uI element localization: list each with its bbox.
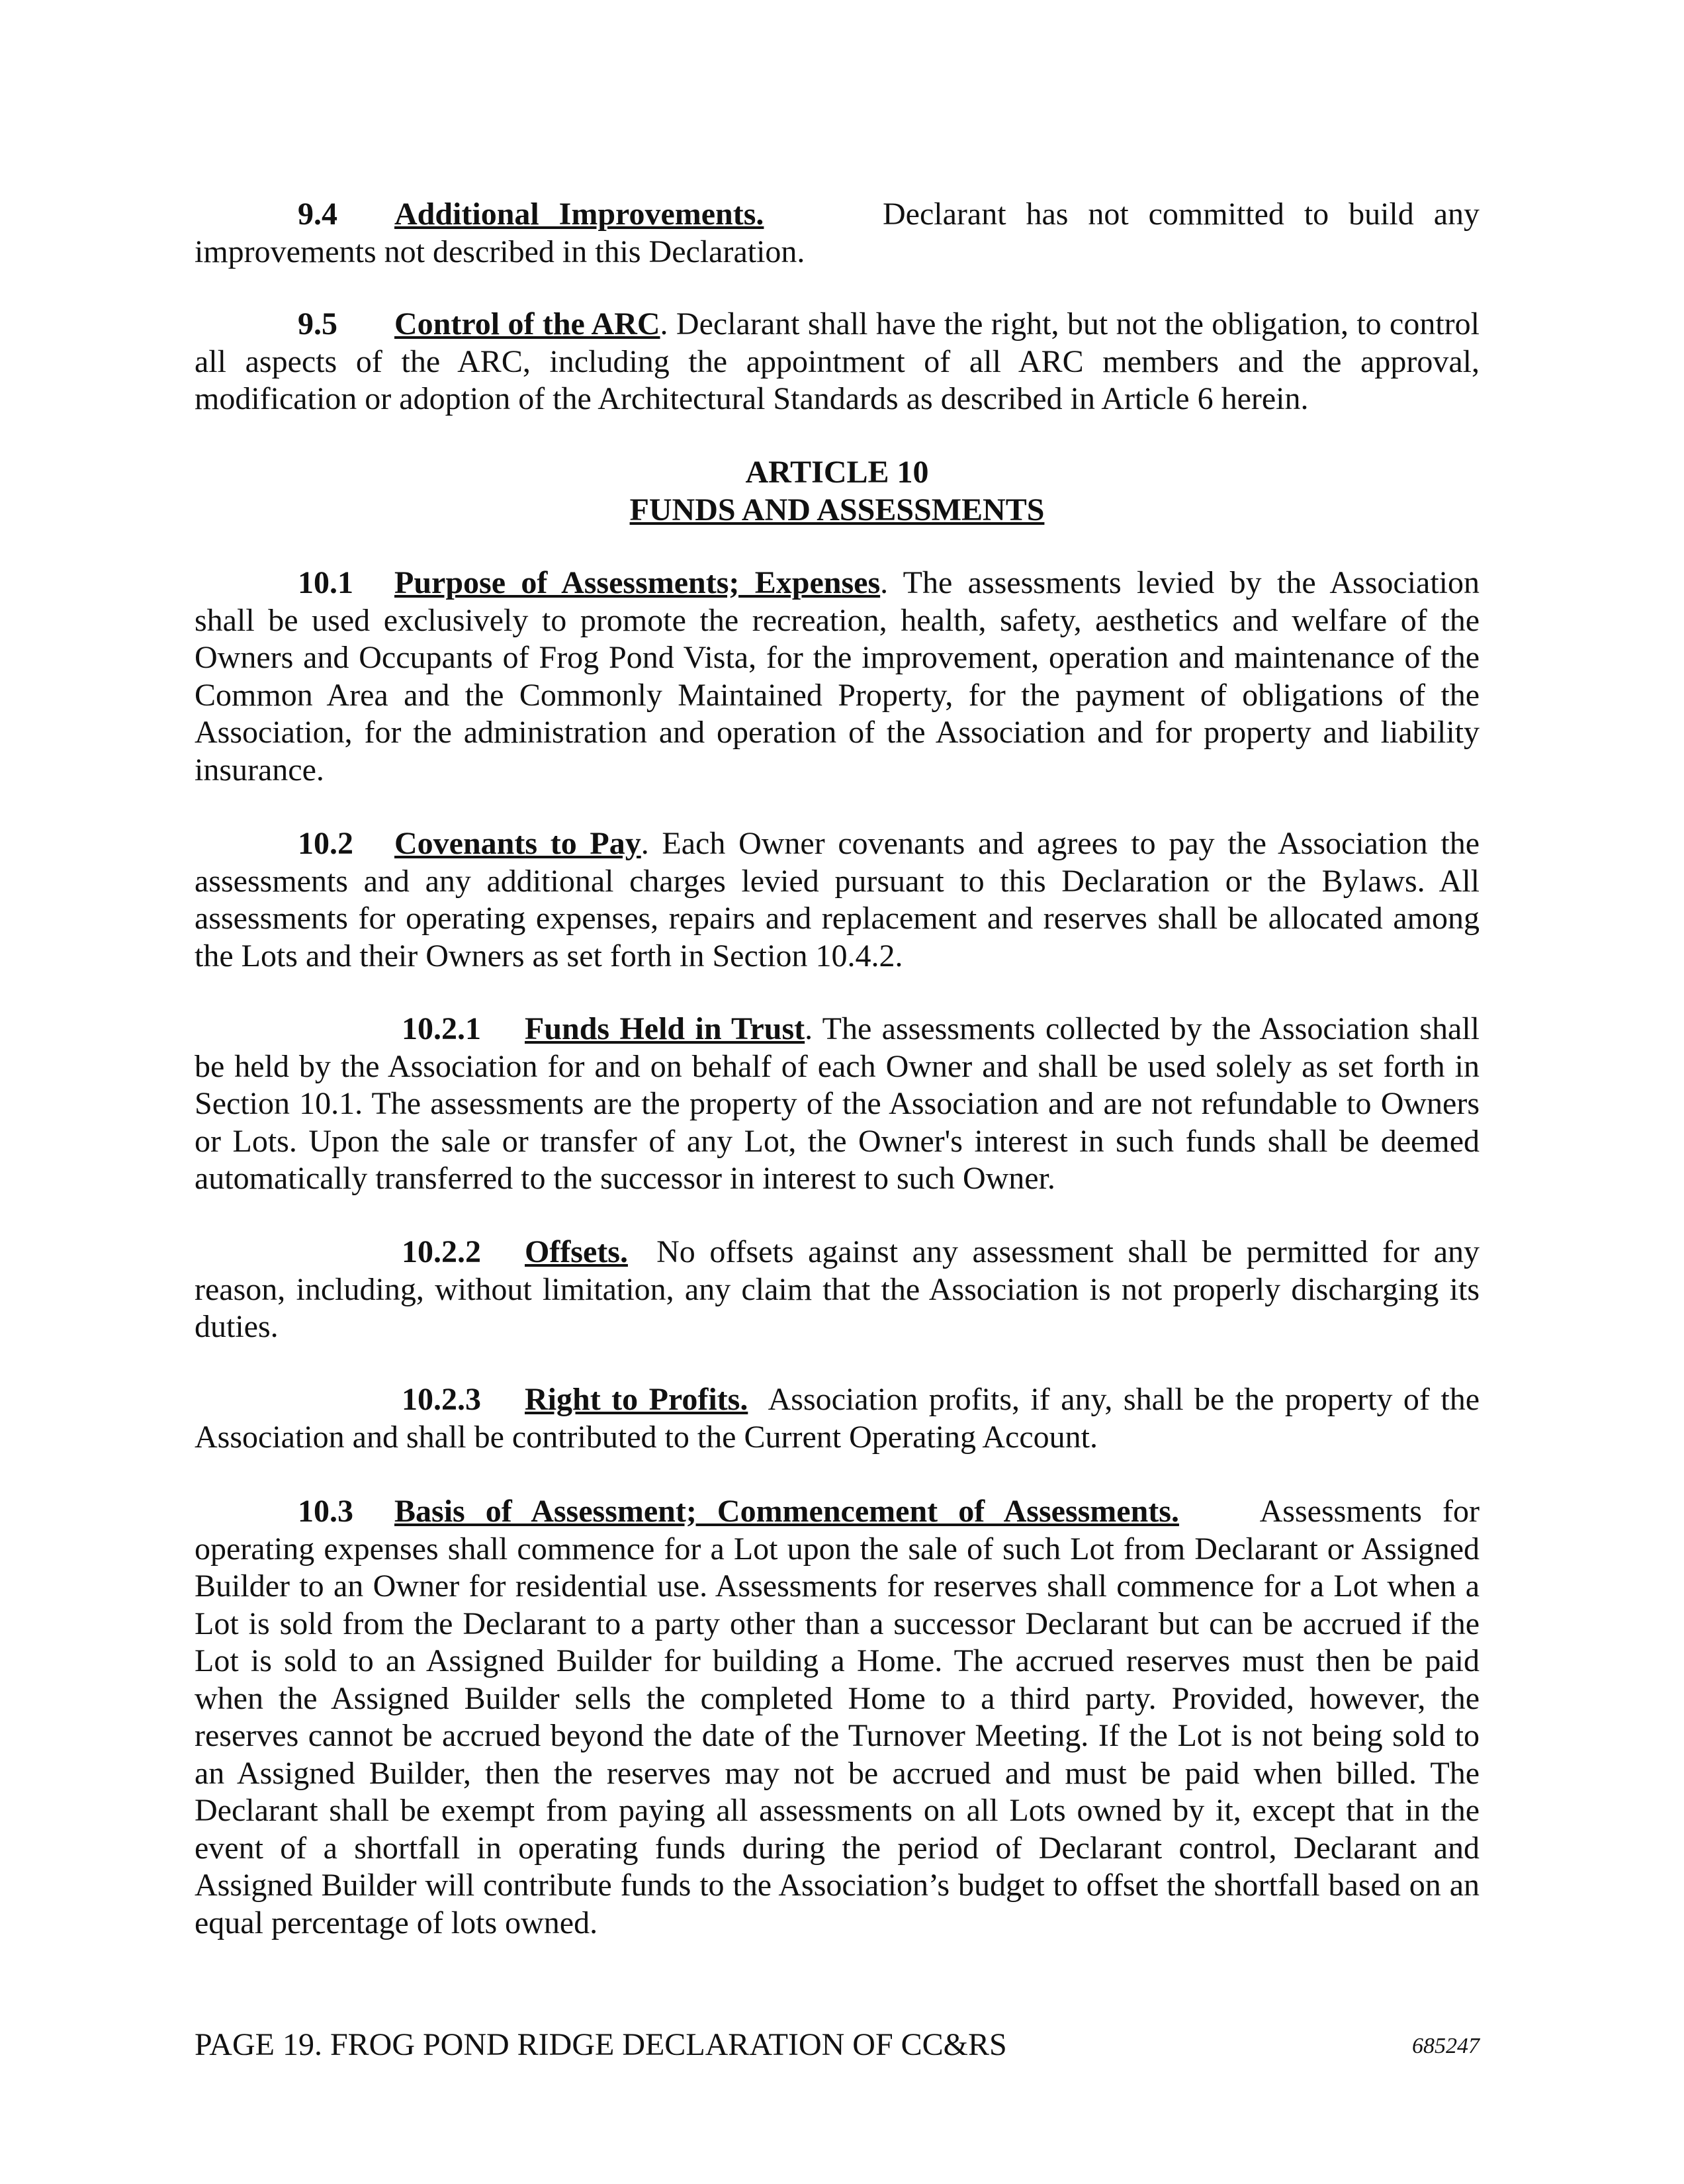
section-text: . Declarant shall have the right, but not the obligation, to control all aspects of the ARC, including the appointment of all ARC members and the approval, modification or adoption of the Architectural Standards as described in Article 6 herein.: [195, 306, 1480, 416]
section-10-1: [195, 565, 1480, 789]
section-text: No offsets against any assessment shall be permitted for any reason, including, without limitation, any claim that the Association is not properly discharging its duties.: [195, 1234, 1480, 1344]
section-heading: Right to Profits.: [525, 1382, 748, 1417]
document-number: 685247: [1412, 2034, 1480, 2058]
section-number: 9.4: [298, 197, 337, 232]
section-number: 10.1: [298, 565, 353, 600]
section-text: . The assessments levied by the Association shall be used exclusively to promote the recreation, health, safety, aesthetics and welfare of the Owners and Occupants of Frog Pond Vista, for the improvement, operation and maintenance of the Common Area and the Commonly Maintained Property, for the payment of obligations of the Association, for the administration and operation of the Association and for property and liability insurance.: [195, 565, 1480, 788]
section-text: . Each Owner covenants and agrees to pay the Association the assessments and any additional charges levied pursuant to this Declaration or the Bylaws. All assessments for operating expenses, repairs and replacement and reserves shall be allocated among the Lots and their Owners as set forth in Section 10.4.2.: [195, 826, 1480, 974]
section-number: 9.5: [298, 306, 337, 341]
section-10-3: [195, 1493, 1480, 1942]
section-heading: Covenants to Pay: [394, 826, 641, 861]
page-footer: PAGE 19. FROG POND RIDGE DECLARATION OF CC&RS: [195, 2027, 1007, 2062]
section-text: . The assessments collected by the Association shall be held by the Association for and on behalf of each Owner and shall be used solely as set forth in Section 10.1. The assessments are the property of the Association and are not refundable to Owners or Lots. Upon the sale or transfer of any Lot, the Owner's interest in such funds shall be deemed automatically transferred to the successor in interest to such Owner.: [195, 1011, 1480, 1196]
section-text: Association profits, if any, shall be the property of the Association and shall be contributed to the Current Operating Account.: [195, 1382, 1480, 1455]
section-10-2: [195, 825, 1480, 975]
article-heading: [195, 454, 1480, 529]
section-text: Declarant has not committed to build any improvements not described in this Declaration.: [195, 197, 1480, 269]
section-heading: Offsets.: [525, 1234, 628, 1269]
section-text: Assessments for operating expenses shall commence for a Lot upon the sale of such Lot from Declarant or Assigned Builder to an Owner for residential use. Assessments for reserves shall commence for a Lot when a Lot is sold from the Declarant to a party other than a successor Declarant but can be accrued if the Lot is sold to an Assigned Builder for building a Home. The accrued reserves must then be paid when the Assigned Builder sells the completed Home to a third party. Provided, however, the reserves cannot be accrued beyond the date of the Turnover Meeting. If the Lot is not being sold to an Assigned Builder, then the reserves may not be accrued and must be paid when billed. The Declarant shall be exempt from paying all assessments on all Lots owned by it, except that in the event of a shortfall in operating funds during the period of Declarant control, Declarant and Assigned Builder will contribute funds to the Association’s budget to offset the shortfall based on an equal percentage of lots owned.: [195, 1494, 1480, 1940]
section-heading: Funds Held in Trust: [525, 1011, 805, 1046]
article-title: FUNDS AND ASSESSMENTS: [629, 492, 1045, 527]
section-number: 10.2: [298, 826, 353, 861]
section-heading: Control of the ARC: [394, 306, 660, 341]
section-10-2-3: [195, 1381, 1480, 1456]
section-number: 10.3: [298, 1494, 353, 1529]
section-number: 10.2.3: [402, 1382, 481, 1417]
section-heading: Additional Improvements.: [394, 197, 764, 232]
section-number: 10.2.1: [402, 1011, 481, 1046]
section-10-2-1: [195, 1011, 1480, 1198]
section-9-5: [195, 306, 1480, 418]
section-10-2-2: [195, 1234, 1480, 1346]
section-heading: Basis of Assessment; Commencement of Assessments.: [394, 1494, 1179, 1529]
article-label: ARTICLE 10: [745, 455, 929, 490]
section-9-4: [195, 196, 1480, 271]
section-number: 10.2.2: [402, 1234, 481, 1269]
section-heading: Purpose of Assessments; Expenses: [394, 565, 881, 600]
